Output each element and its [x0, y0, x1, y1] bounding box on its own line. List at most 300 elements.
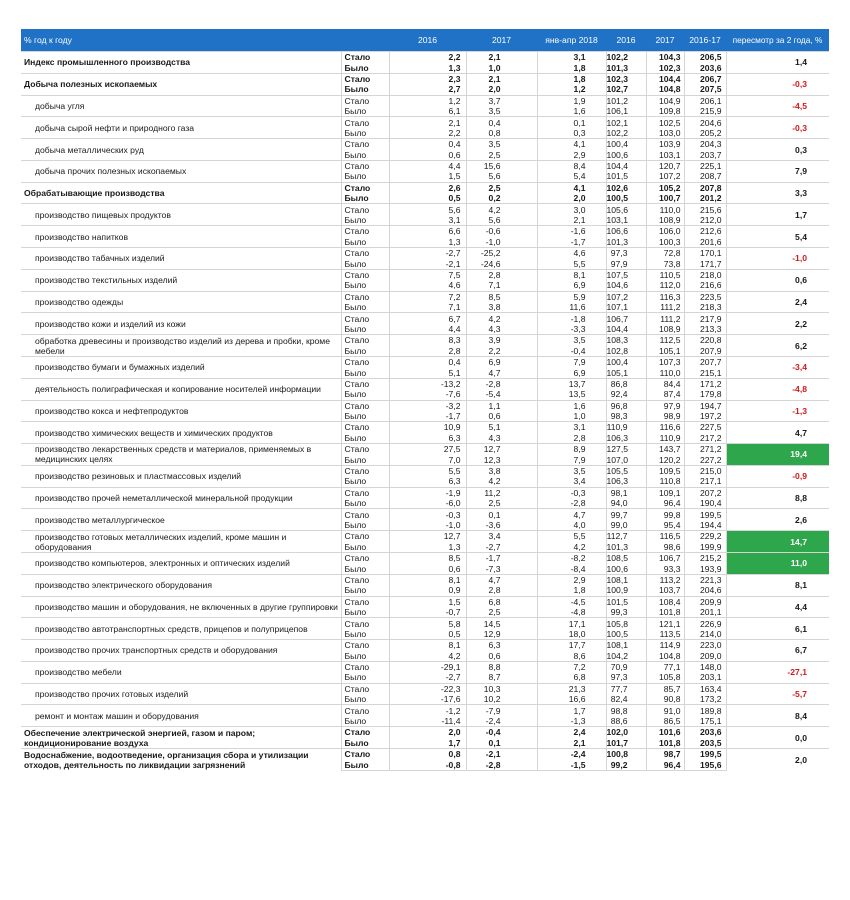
index-2017: 97,9	[646, 400, 684, 411]
revision-value: 2,2	[726, 313, 829, 335]
index-2016: 99,7	[606, 509, 646, 520]
index-2016: 104,4	[606, 160, 646, 171]
index-2016: 106,3	[606, 433, 646, 444]
row-kind-after: Стало	[341, 444, 389, 455]
value-jan-apr-2018: 6,9	[537, 367, 606, 378]
value-2017: 4,2	[466, 313, 537, 324]
value-jan-apr-2018: 2,0	[537, 193, 606, 204]
row-kind-before: Было	[341, 476, 389, 487]
index-2017: 111,2	[646, 313, 684, 324]
header-2017: 2017	[466, 29, 537, 52]
table-row	[21, 574, 829, 585]
index-2017: 109,1	[646, 487, 684, 498]
index-2016-17: 201,6	[684, 237, 726, 248]
index-2017: 73,8	[646, 258, 684, 269]
index-2016-17: 204,6	[684, 117, 726, 128]
table-row	[21, 356, 829, 367]
index-2016: 104,2	[606, 650, 646, 661]
index-2016: 108,1	[606, 640, 646, 651]
indicator-label: Обрабатывающие производства	[21, 182, 341, 204]
index-2016: 108,3	[606, 335, 646, 346]
value-2017: 4,7	[466, 367, 537, 378]
value-2017: 7,1	[466, 280, 537, 291]
value-2017: -7,3	[466, 563, 537, 574]
value-2016: 2,2	[389, 128, 466, 139]
index-2017: 93,3	[646, 563, 684, 574]
index-2016: 105,8	[606, 618, 646, 629]
value-jan-apr-2018: 4,7	[537, 509, 606, 520]
index-2017: 105,8	[646, 672, 684, 683]
revision-value: -1,0	[726, 248, 829, 270]
index-2017: 91,0	[646, 705, 684, 716]
index-2016-17: 212,0	[684, 215, 726, 226]
indicator-label: производство одежды	[21, 291, 341, 313]
indicator-label: добыча угля	[21, 95, 341, 117]
value-2016: 2,8	[389, 346, 466, 357]
indicator-label: добыча сырой нефти и природного газа	[21, 117, 341, 139]
value-jan-apr-2018: 18,0	[537, 629, 606, 640]
header-index-2017: 2017	[646, 29, 684, 52]
table-row	[21, 52, 829, 63]
row-kind-after: Стало	[341, 727, 389, 738]
index-2016: 107,0	[606, 454, 646, 465]
table-row	[21, 465, 829, 476]
index-2017: 102,3	[646, 62, 684, 73]
index-2016: 98,1	[606, 487, 646, 498]
row-kind-before: Было	[341, 62, 389, 73]
row-kind-after: Стало	[341, 400, 389, 411]
value-jan-apr-2018: 17,1	[537, 618, 606, 629]
row-kind-before: Было	[341, 607, 389, 618]
value-2017: 1,1	[466, 400, 537, 411]
value-2017: 4,2	[466, 204, 537, 215]
index-2016: 100,6	[606, 563, 646, 574]
value-2016: -1,0	[389, 520, 466, 531]
indicator-label: Добыча полезных ископаемых	[21, 73, 341, 95]
value-2017: 12,3	[466, 454, 537, 465]
row-kind-before: Было	[341, 520, 389, 531]
value-2017: 0,6	[466, 650, 537, 661]
table-row	[21, 182, 829, 193]
row-kind-after: Стало	[341, 378, 389, 389]
index-2016-17: 218,3	[684, 302, 726, 313]
value-jan-apr-2018: 7,9	[537, 454, 606, 465]
indicator-label: производство электрического оборудования	[21, 574, 341, 596]
index-2017: 103,1	[646, 150, 684, 161]
index-2016: 100,9	[606, 585, 646, 596]
index-2016: 88,6	[606, 716, 646, 727]
value-2017: -1,0	[466, 237, 537, 248]
revision-value: -3,4	[726, 356, 829, 378]
value-jan-apr-2018: -3,3	[537, 324, 606, 335]
index-2016-17: 199,5	[684, 509, 726, 520]
row-kind-before: Было	[341, 759, 389, 770]
index-2016: 100,5	[606, 629, 646, 640]
table-row	[21, 160, 829, 171]
index-2016: 107,2	[606, 291, 646, 302]
revision-value: 7,9	[726, 160, 829, 182]
index-2016-17: 179,8	[684, 389, 726, 400]
value-2017: 2,2	[466, 346, 537, 357]
index-2016: 94,0	[606, 498, 646, 509]
value-2017: 3,5	[466, 106, 537, 117]
row-kind-before: Было	[341, 324, 389, 335]
value-jan-apr-2018: 5,5	[537, 258, 606, 269]
value-2016: 4,4	[389, 324, 466, 335]
index-2016-17: 227,5	[684, 422, 726, 433]
table-row	[21, 291, 829, 302]
value-jan-apr-2018: 7,9	[537, 356, 606, 367]
table-row	[21, 552, 829, 563]
index-2017: 108,4	[646, 596, 684, 607]
value-2017: 0,6	[466, 411, 537, 422]
row-kind-before: Было	[341, 563, 389, 574]
index-2016-17: 189,8	[684, 705, 726, 716]
indicator-label: производство прочей неметаллической минеральной продукции	[21, 487, 341, 509]
index-2016-17: 205,2	[684, 128, 726, 139]
indicator-label: производство металлургическое	[21, 509, 341, 531]
index-2016: 102,2	[606, 52, 646, 63]
index-2016-17: 170,1	[684, 248, 726, 259]
value-jan-apr-2018: -1,5	[537, 759, 606, 770]
index-2016: 108,1	[606, 574, 646, 585]
index-2017: 104,8	[646, 84, 684, 95]
value-2016: -22,3	[389, 683, 466, 694]
indicator-label: производство кокса и нефтепродуктов	[21, 400, 341, 422]
value-2017: 5,6	[466, 215, 537, 226]
revision-value: -4,5	[726, 95, 829, 117]
value-2017: -5,4	[466, 389, 537, 400]
value-2017: -1,7	[466, 552, 537, 563]
revision-value: 1,4	[726, 52, 829, 74]
index-2017: 109,5	[646, 465, 684, 476]
index-2016-17: 204,6	[684, 585, 726, 596]
index-2016: 70,9	[606, 661, 646, 672]
value-2017: 0,8	[466, 128, 537, 139]
index-2016-17: 215,2	[684, 552, 726, 563]
revision-value: 0,3	[726, 139, 829, 161]
row-kind-before: Было	[341, 367, 389, 378]
row-kind-after: Стало	[341, 95, 389, 106]
index-2017: 98,6	[646, 542, 684, 553]
industrial-production-table	[21, 29, 829, 771]
value-jan-apr-2018: 8,1	[537, 269, 606, 280]
value-2016: 2,6	[389, 182, 466, 193]
value-jan-apr-2018: 2,1	[537, 215, 606, 226]
row-kind-before: Было	[341, 237, 389, 248]
row-kind-after: Стало	[341, 335, 389, 346]
indicator-label: обработка древесины и производство изделий из дерева и пробки, кроме мебели	[21, 335, 341, 357]
index-2016-17: 203,1	[684, 672, 726, 683]
indicator-label: производство машин и оборудования, не включенных в другие группировки	[21, 596, 341, 618]
indicator-label: добыча металлических руд	[21, 139, 341, 161]
revision-value: 14,7	[726, 531, 829, 553]
row-kind-before: Было	[341, 498, 389, 509]
header-revision: пересмотр за 2 года, %	[726, 29, 829, 52]
index-2017: 108,9	[646, 215, 684, 226]
value-2016: 0,6	[389, 150, 466, 161]
value-2016: 2,2	[389, 52, 466, 63]
index-2016-17: 215,1	[684, 367, 726, 378]
value-jan-apr-2018: 5,9	[537, 291, 606, 302]
value-jan-apr-2018: 2,9	[537, 574, 606, 585]
index-2016: 92,4	[606, 389, 646, 400]
index-2017: 110,5	[646, 269, 684, 280]
value-2017: 2,0	[466, 84, 537, 95]
index-2016-17: 214,0	[684, 629, 726, 640]
value-jan-apr-2018: 4,1	[537, 182, 606, 193]
row-kind-after: Стало	[341, 705, 389, 716]
index-2017: 121,1	[646, 618, 684, 629]
value-2017: 8,7	[466, 672, 537, 683]
index-2016: 102,6	[606, 182, 646, 193]
index-2016: 97,9	[606, 258, 646, 269]
index-2016-17: 227,2	[684, 454, 726, 465]
index-2016: 108,5	[606, 552, 646, 563]
value-jan-apr-2018: -1,3	[537, 716, 606, 727]
indicator-label: производство кожи и изделий из кожи	[21, 313, 341, 335]
index-2016: 102,1	[606, 117, 646, 128]
value-jan-apr-2018: -0,3	[537, 487, 606, 498]
indicator-label: производство резиновых и пластмассовых изделий	[21, 465, 341, 487]
index-2016-17: 194,7	[684, 400, 726, 411]
value-2017: -0,4	[466, 727, 537, 738]
indicator-label: Водоснабжение, водоотведение, организация сбора и утилизации отходов, деятельность по ликвидации загрязнений	[21, 749, 341, 771]
index-2016: 77,7	[606, 683, 646, 694]
index-2016-17: 199,5	[684, 749, 726, 760]
value-2016: 8,5	[389, 552, 466, 563]
index-2016: 106,1	[606, 106, 646, 117]
index-2017: 96,4	[646, 498, 684, 509]
row-kind-before: Было	[341, 128, 389, 139]
index-2016: 101,3	[606, 542, 646, 553]
index-2016-17: 220,8	[684, 335, 726, 346]
value-2017: 3,8	[466, 302, 537, 313]
index-2016-17: 207,9	[684, 346, 726, 357]
index-2016-17: 171,7	[684, 258, 726, 269]
indicator-label: производство лекарственных средств и материалов, применяемых в медицинских целях	[21, 444, 341, 466]
value-2016: -13,2	[389, 378, 466, 389]
table-row	[21, 618, 829, 629]
index-2017: 106,0	[646, 226, 684, 237]
table-row	[21, 661, 829, 672]
value-2017: 0,2	[466, 193, 537, 204]
value-2017: 0,1	[466, 509, 537, 520]
value-2016: 3,1	[389, 215, 466, 226]
value-2016: 10,9	[389, 422, 466, 433]
index-2016-17: 203,6	[684, 62, 726, 73]
table-row	[21, 509, 829, 520]
index-2016: 100,6	[606, 150, 646, 161]
index-2016: 106,6	[606, 226, 646, 237]
value-2016: 1,5	[389, 171, 466, 182]
row-kind-after: Стало	[341, 596, 389, 607]
row-kind-after: Стало	[341, 204, 389, 215]
value-2017: 8,5	[466, 291, 537, 302]
value-jan-apr-2018: -8,4	[537, 563, 606, 574]
index-2016: 101,7	[606, 738, 646, 749]
index-2016: 100,4	[606, 139, 646, 150]
row-kind-before: Было	[341, 193, 389, 204]
value-2016: 5,5	[389, 465, 466, 476]
index-2017: 116,6	[646, 422, 684, 433]
revision-value: 6,1	[726, 618, 829, 640]
row-kind-after: Стало	[341, 683, 389, 694]
value-2016: 0,4	[389, 356, 466, 367]
table-row	[21, 73, 829, 84]
table-row	[21, 313, 829, 324]
table-row	[21, 95, 829, 106]
row-kind-after: Стало	[341, 531, 389, 542]
value-2017: 2,1	[466, 73, 537, 84]
value-2016: 5,6	[389, 204, 466, 215]
value-jan-apr-2018: 2,8	[537, 433, 606, 444]
value-2016: 1,3	[389, 542, 466, 553]
index-2016: 105,1	[606, 367, 646, 378]
index-2016-17: 197,2	[684, 411, 726, 422]
index-2017: 120,2	[646, 454, 684, 465]
value-2017: -2,8	[466, 378, 537, 389]
value-jan-apr-2018: 13,5	[537, 389, 606, 400]
value-jan-apr-2018: 3,1	[537, 52, 606, 63]
index-2016-17: 218,0	[684, 269, 726, 280]
table-row	[21, 400, 829, 411]
table-body	[21, 52, 829, 771]
value-jan-apr-2018: 3,5	[537, 465, 606, 476]
table-row	[21, 226, 829, 237]
indicator-label: производство прочих готовых изделий	[21, 683, 341, 705]
index-2017: 113,5	[646, 629, 684, 640]
value-jan-apr-2018: -0,4	[537, 346, 606, 357]
value-2016: 7,5	[389, 269, 466, 280]
indicator-label: производство табачных изделий	[21, 248, 341, 270]
index-2017: 99,8	[646, 509, 684, 520]
index-2017: 100,7	[646, 193, 684, 204]
value-2017: -2,8	[466, 759, 537, 770]
value-jan-apr-2018: 2,1	[537, 738, 606, 749]
value-jan-apr-2018: 3,1	[537, 422, 606, 433]
header-kind	[341, 29, 389, 52]
value-jan-apr-2018: 1,8	[537, 585, 606, 596]
index-2017: 98,9	[646, 411, 684, 422]
value-2016: -0,8	[389, 759, 466, 770]
index-2017: 96,4	[646, 759, 684, 770]
value-2016: 1,5	[389, 596, 466, 607]
row-kind-after: Стало	[341, 552, 389, 563]
index-2016-17: 193,9	[684, 563, 726, 574]
index-2016-17: 208,7	[684, 171, 726, 182]
value-2016: -1,2	[389, 705, 466, 716]
index-2016-17: 215,9	[684, 106, 726, 117]
index-2017: 102,5	[646, 117, 684, 128]
row-kind-before: Было	[341, 258, 389, 269]
table-row	[21, 204, 829, 215]
value-2016: 2,7	[389, 84, 466, 95]
value-2016: -7,6	[389, 389, 466, 400]
value-jan-apr-2018: 1,8	[537, 62, 606, 73]
value-2016: 0,6	[389, 563, 466, 574]
value-2016: -17,6	[389, 694, 466, 705]
index-2016-17: 223,0	[684, 640, 726, 651]
value-2016: 1,3	[389, 237, 466, 248]
index-2016: 104,6	[606, 280, 646, 291]
value-jan-apr-2018: 1,6	[537, 106, 606, 117]
index-2017: 112,5	[646, 335, 684, 346]
value-2016: 7,1	[389, 302, 466, 313]
value-2017: 3,8	[466, 465, 537, 476]
value-2016: 12,7	[389, 531, 466, 542]
row-kind-after: Стало	[341, 509, 389, 520]
value-2017: 2,5	[466, 182, 537, 193]
index-2016: 101,3	[606, 62, 646, 73]
index-2016: 101,3	[606, 237, 646, 248]
value-jan-apr-2018: 1,0	[537, 411, 606, 422]
index-2017: 116,3	[646, 291, 684, 302]
index-2016: 107,1	[606, 302, 646, 313]
header-label: % год к году	[21, 29, 341, 52]
index-2016-17: 201,2	[684, 193, 726, 204]
value-jan-apr-2018: -2,8	[537, 498, 606, 509]
value-2017: 2,5	[466, 498, 537, 509]
index-2016-17: 217,9	[684, 313, 726, 324]
index-2017: 90,8	[646, 694, 684, 705]
value-2017: -7,9	[466, 705, 537, 716]
index-2017: 111,2	[646, 302, 684, 313]
index-2017: 72,8	[646, 248, 684, 259]
value-2016: 8,1	[389, 574, 466, 585]
index-2017: 112,0	[646, 280, 684, 291]
value-2016: 5,1	[389, 367, 466, 378]
revision-value: -27,1	[726, 661, 829, 683]
value-2016: 6,6	[389, 226, 466, 237]
value-2017: 5,1	[466, 422, 537, 433]
table-row	[21, 378, 829, 389]
revision-value: 4,4	[726, 596, 829, 618]
value-2016: -2,7	[389, 248, 466, 259]
row-kind-after: Стало	[341, 465, 389, 476]
revision-value: 6,2	[726, 335, 829, 357]
value-jan-apr-2018: 6,9	[537, 280, 606, 291]
value-jan-apr-2018: 8,9	[537, 444, 606, 455]
value-2017: 2,5	[466, 150, 537, 161]
table-row	[21, 422, 829, 433]
index-2016-17: 190,4	[684, 498, 726, 509]
index-2016-17: 207,8	[684, 182, 726, 193]
index-2016-17: 209,9	[684, 596, 726, 607]
value-2016: 0,5	[389, 629, 466, 640]
revision-value: -4,8	[726, 378, 829, 400]
revision-value: 5,4	[726, 226, 829, 248]
index-2016-17: 203,7	[684, 150, 726, 161]
index-2016: 100,8	[606, 749, 646, 760]
value-jan-apr-2018: 21,3	[537, 683, 606, 694]
value-2017: 14,5	[466, 618, 537, 629]
value-2016: 2,3	[389, 73, 466, 84]
index-2016: 106,3	[606, 476, 646, 487]
index-2017: 116,5	[646, 531, 684, 542]
value-jan-apr-2018: 0,3	[537, 128, 606, 139]
value-2016: -0,3	[389, 509, 466, 520]
value-2017: 2,1	[466, 52, 537, 63]
index-2016: 86,8	[606, 378, 646, 389]
index-2016: 82,4	[606, 694, 646, 705]
index-2017: 104,3	[646, 52, 684, 63]
value-2016: -1,9	[389, 487, 466, 498]
index-2017: 101,6	[646, 727, 684, 738]
revision-value: -1,3	[726, 400, 829, 422]
value-jan-apr-2018: 0,1	[537, 117, 606, 128]
value-2016: -1,7	[389, 411, 466, 422]
